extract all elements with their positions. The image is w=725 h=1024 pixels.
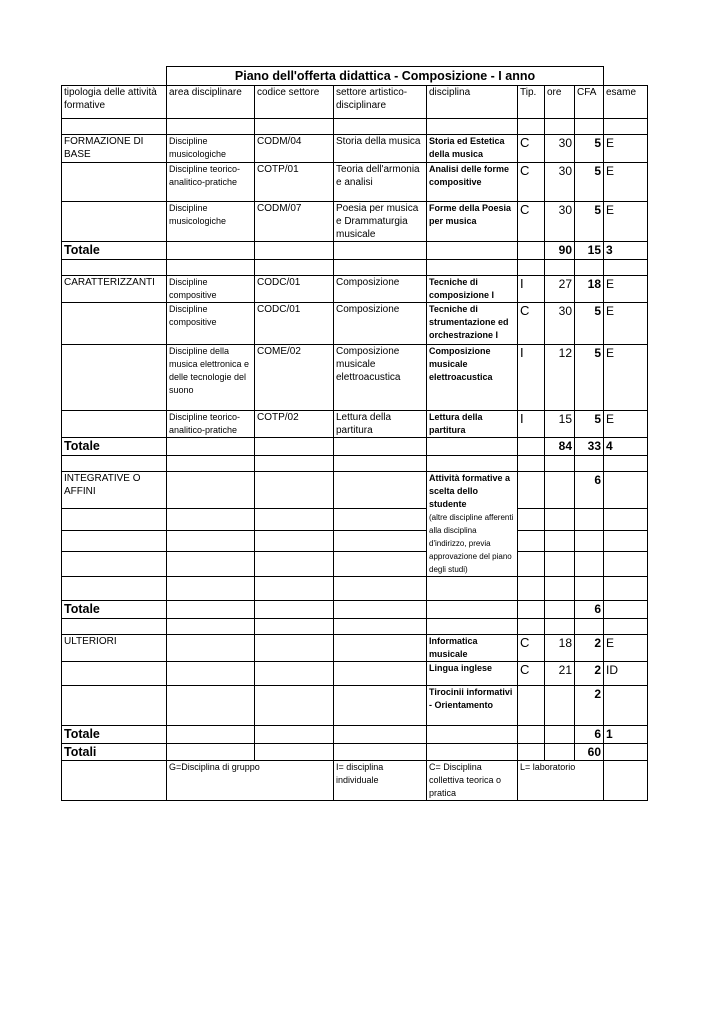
header-codice: codice settore <box>255 86 334 119</box>
header-esame: esame <box>604 86 648 119</box>
tip-cell: C <box>518 303 545 345</box>
area-cell: Discipline musicologiche <box>167 202 255 242</box>
total-cfa: 15 <box>575 242 604 260</box>
codice-cell: COME/02 <box>255 345 334 411</box>
cfa-cell: 5 <box>575 163 604 202</box>
total-cfa: 6 <box>575 601 604 619</box>
esame-cell <box>604 686 648 726</box>
blank-cell <box>62 67 167 86</box>
total-label: Totale <box>62 438 167 456</box>
settore-cell: Poesia per musica e Drammaturgia musicale <box>334 202 427 242</box>
settore-cell: Teoria dell'armonia e analisi <box>334 163 427 202</box>
total-cfa: 33 <box>575 438 604 456</box>
ore-cell: 30 <box>545 202 575 242</box>
table-row <box>62 345 648 411</box>
total-label: Totale <box>62 601 167 619</box>
table-row <box>62 472 648 509</box>
total-label: Totale <box>62 242 167 260</box>
esame-cell: E <box>604 276 648 303</box>
tip-cell <box>518 686 545 726</box>
ore-cell: 30 <box>545 163 575 202</box>
esame-cell: E <box>604 163 648 202</box>
table-row <box>62 163 648 202</box>
esame-cell: E <box>604 202 648 242</box>
disciplina-cell <box>427 472 518 577</box>
blank-cell <box>604 67 648 86</box>
grand-total-label: Totali <box>62 744 167 761</box>
header-settore: settore artistico-disciplinare <box>334 86 427 119</box>
ore-cell: 21 <box>545 662 575 686</box>
table-row <box>62 411 648 438</box>
header-disciplina: disciplina <box>427 86 518 119</box>
ore-cell: 18 <box>545 635 575 662</box>
area-cell: Discipline musicologiche <box>167 135 255 163</box>
area-cell: Discipline teorico-analitico-pratiche <box>167 163 255 202</box>
cfa-cell: 18 <box>575 276 604 303</box>
tip-cell: C <box>518 662 545 686</box>
total-row <box>62 438 648 456</box>
cfa-cell: 2 <box>575 686 604 726</box>
table-row <box>62 662 648 686</box>
header-area: area disciplinare <box>167 86 255 119</box>
cfa-cell: 5 <box>575 135 604 163</box>
table-row <box>62 686 648 726</box>
section-label-ulteriori: ULTERIORI <box>62 635 167 662</box>
section-label-base: FORMAZIONE DI BASE <box>62 135 167 163</box>
total-row <box>62 601 648 619</box>
total-ore: 84 <box>545 438 575 456</box>
esame-cell: E <box>604 411 648 438</box>
cfa-cell: 5 <box>575 202 604 242</box>
legend-collettiva: C= Disciplina collettiva teorica o pratica <box>427 761 518 801</box>
table-row <box>62 276 648 303</box>
settore-cell: Composizione <box>334 276 427 303</box>
codice-cell: CODC/01 <box>255 303 334 345</box>
table-row <box>62 303 648 345</box>
header-ore: ore <box>545 86 575 119</box>
header-tipologia: tipologia delle attività formative <box>62 86 167 119</box>
table-row <box>62 202 648 242</box>
ore-cell: 30 <box>545 303 575 345</box>
ore-cell: 30 <box>545 135 575 163</box>
codice-cell: COTP/02 <box>255 411 334 438</box>
disciplina-cell: Storia ed Estetica della musica <box>427 135 518 163</box>
area-cell: Discipline compositive <box>167 303 255 345</box>
table-row <box>62 135 648 163</box>
disciplina-cell: Tecniche di composizione I <box>427 276 518 303</box>
esame-cell: E <box>604 303 648 345</box>
legend-row <box>62 761 648 801</box>
grand-total-row <box>62 744 648 761</box>
codice-cell: CODM/07 <box>255 202 334 242</box>
settore-cell: Composizione musicale elettroacustica <box>334 345 427 411</box>
tip-cell: C <box>518 202 545 242</box>
header-cfa: CFA <box>575 86 604 119</box>
disciplina-cell: Tecniche di strumentazione ed orchestrazione I <box>427 303 518 345</box>
ore-cell <box>545 686 575 726</box>
tip-cell: I <box>518 411 545 438</box>
disciplina-text: Attività formative a scelta dello studente <box>429 473 511 509</box>
disciplina-cell: Lettura della partitura <box>427 411 518 438</box>
page-title: Piano dell'offerta didattica - Composizione - I anno <box>167 67 604 86</box>
ore-cell: 15 <box>545 411 575 438</box>
total-label: Totale <box>62 726 167 744</box>
esame-cell: ID <box>604 662 648 686</box>
table-row <box>62 635 648 662</box>
tip-cell: I <box>518 276 545 303</box>
header-row <box>62 86 648 119</box>
area-cell: Discipline della musica elettronica e delle tecnologie del suono <box>167 345 255 411</box>
esame-cell: E <box>604 345 648 411</box>
total-esami: 4 <box>604 438 648 456</box>
esame-cell: E <box>604 135 648 163</box>
area-cell: Discipline teorico-analitico-pratiche <box>167 411 255 438</box>
settore-cell: Lettura della partitura <box>334 411 427 438</box>
study-plan-table <box>61 66 648 801</box>
disciplina-cell: Composizione musicale elettroacustica <box>427 345 518 411</box>
total-row <box>62 242 648 260</box>
tip-cell: I <box>518 345 545 411</box>
disciplina-cell: Tirocinii informativi - Orientamento <box>427 686 518 726</box>
total-ore: 90 <box>545 242 575 260</box>
study-plan-sheet <box>61 66 648 801</box>
cfa-cell: 5 <box>575 303 604 345</box>
cfa-cell: 5 <box>575 411 604 438</box>
disciplina-note: (altre discipline afferenti alla disciplina d'indirizzo, previa approvazione del piano degli studi) <box>429 513 514 574</box>
ore-cell: 12 <box>545 345 575 411</box>
total-row <box>62 726 648 744</box>
tip-cell: C <box>518 163 545 202</box>
tip-cell: C <box>518 135 545 163</box>
codice-cell: CODC/01 <box>255 276 334 303</box>
total-esami: 1 <box>604 726 648 744</box>
legend-individuale: I= disciplina individuale <box>334 761 427 801</box>
area-cell: Discipline compositive <box>167 276 255 303</box>
codice-cell: CODM/04 <box>255 135 334 163</box>
total-esami: 3 <box>604 242 648 260</box>
section-label-integrative: INTEGRATIVE O AFFINI <box>62 472 167 509</box>
header-tip: Tip. <box>518 86 545 119</box>
tip-cell: C <box>518 635 545 662</box>
cfa-cell: 2 <box>575 662 604 686</box>
disciplina-cell: Forme della Poesia per musica <box>427 202 518 242</box>
legend-gruppo: G=Disciplina di gruppo <box>167 761 334 801</box>
total-cfa: 6 <box>575 726 604 744</box>
settore-cell: Storia della musica <box>334 135 427 163</box>
codice-cell: COTP/01 <box>255 163 334 202</box>
settore-cell: Composizione <box>334 303 427 345</box>
cfa-cell: 2 <box>575 635 604 662</box>
ore-cell: 27 <box>545 276 575 303</box>
esame-cell: E <box>604 635 648 662</box>
grand-total-cfa: 60 <box>575 744 604 761</box>
disciplina-cell: Informatica musicale <box>427 635 518 662</box>
cfa-cell: 5 <box>575 345 604 411</box>
disciplina-cell: Analisi delle forme compositive <box>427 163 518 202</box>
cfa-cell: 6 <box>575 472 604 509</box>
section-label-caratterizzanti: CARATTERIZZANTI <box>62 276 167 303</box>
disciplina-cell: Lingua inglese <box>427 662 518 686</box>
legend-laboratorio: L= laboratorio <box>518 761 604 801</box>
